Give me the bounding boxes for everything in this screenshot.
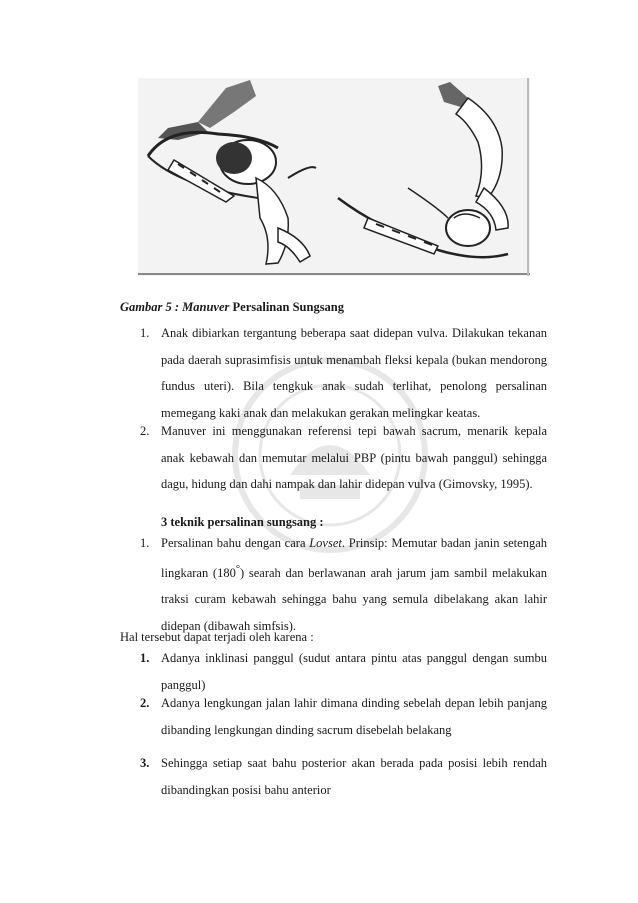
list-text: Adanya lengkungan jalan lahir dimana dinding sebelah depan lebih panjang dibanding lengkungan dinding sacrum disebelah belakang [161, 696, 547, 737]
list-text: Sehingga setiap saat bahu posterior akan berada pada posisi lebih rendah dibandingkan posisi bahu anterior [161, 756, 547, 797]
breech-delivery-illustration [138, 78, 530, 276]
lovset-term: Lovset [309, 536, 342, 550]
list-text: Adanya inklinasi panggul (sudut antara pintu atas panggul dengan sumbu panggul) [161, 651, 547, 692]
list-number: 3. [140, 756, 150, 770]
section-title: 3 teknik persalinan sungsang : [161, 515, 324, 529]
list-text: Persalinan bahu dengan cara Lovset. Prinsip: Memutar badan janin setengah lingkaran (180°) searah dan berlawanan arah jarum jam sambil melakukan traksi curam kebawah sehingga bahu yang semula dibelakang akan lahir didepan (dibawah simfsis). [161, 536, 547, 633]
intro-line: Hal tersebut dapat terjadi oleh karena : [120, 630, 314, 644]
list-number: 2. [140, 424, 150, 438]
degree-symbol: ° [235, 563, 240, 575]
list-text: Manuver ini menggunakan referensi tepi bawah sacrum, menarik kepala anak kebawah dan memutar melalui PBP (pintu bawah panggul) sehingga dagu, hidung dan dahi nampak dan lahir didepan vulva (Gimovsky, 1995). [161, 424, 547, 491]
figure-caption [120, 300, 344, 315]
list-number: 2. [140, 696, 150, 710]
caption-label: Gambar 5 : Manuver [120, 300, 230, 314]
list-number: 1. [140, 651, 150, 665]
list-text: Anak dibiarkan tergantung beberapa saat didepan vulva. Dilakukan tekanan pada daerah suprasimfisis untuk menambah fleksi kepala (bukan mendorong fundus uteri). Bila tengkuk anak sudah terlihat, penolong persalinan memegang kaki anak dan melakukan gerakan melingkar keatas. [161, 326, 547, 420]
list-number: 1. [140, 536, 150, 550]
list-number: 1. [140, 326, 150, 340]
caption-title: Persalinan Sungsang [229, 300, 345, 314]
